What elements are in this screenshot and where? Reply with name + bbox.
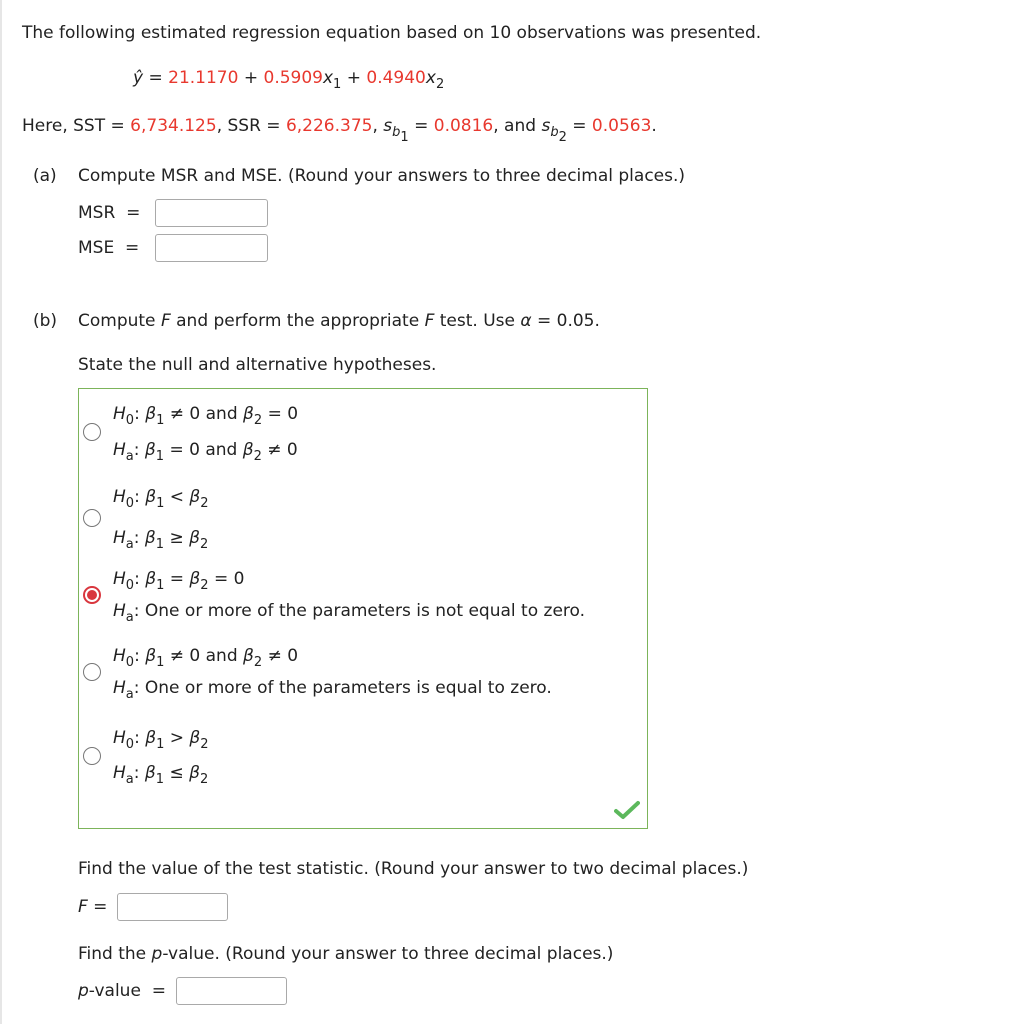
math-token: : bbox=[134, 569, 146, 589]
hypothesis-option-radio-4[interactable] bbox=[83, 663, 101, 681]
f-prompt: Find the value of the test statistic. (Round your answer to two decimal places.) bbox=[78, 859, 749, 879]
math-token: β bbox=[189, 728, 201, 748]
math-token: β bbox=[242, 440, 254, 460]
intro-text: The following estimated regression equation based on 10 observations was presented. bbox=[22, 23, 762, 43]
math-token: β bbox=[144, 440, 156, 460]
math-token: : One or more of the parameters is equal to zero. bbox=[133, 678, 552, 698]
regression-equation: ŷ = $21.1170 + 0.5909x_1 + 0.4940x_2$ bbox=[133, 68, 445, 92]
math-token: 1 bbox=[155, 537, 165, 552]
math-token: a bbox=[125, 610, 134, 625]
f-label: F = bbox=[78, 897, 108, 917]
hypothesis-option-radio-5[interactable] bbox=[83, 747, 101, 765]
math-token: = bbox=[164, 569, 190, 589]
math-token: 1 bbox=[156, 496, 165, 511]
hypothesis-option-radio-3[interactable] bbox=[83, 586, 101, 604]
math-token: β bbox=[189, 569, 201, 589]
math-token: ≥ bbox=[164, 528, 190, 548]
f-input[interactable] bbox=[117, 893, 228, 921]
math-token: H bbox=[113, 678, 126, 698]
math-token: 1 bbox=[155, 449, 165, 464]
math-token: a bbox=[125, 687, 134, 702]
math-token: β bbox=[189, 487, 201, 507]
math-token: 1 bbox=[156, 655, 165, 670]
math-token: 0 bbox=[125, 578, 135, 593]
math-token: β bbox=[145, 404, 157, 424]
math-token: 2 bbox=[200, 578, 209, 593]
alternative-hypothesis-3 bbox=[113, 600, 586, 625]
math-token: ≠ 0 bbox=[261, 440, 298, 460]
hypothesis-option-radio-2[interactable] bbox=[83, 509, 101, 527]
math-token: H bbox=[113, 528, 126, 548]
math-token: 1 bbox=[156, 737, 165, 752]
math-token: a bbox=[125, 449, 134, 464]
math-token: β bbox=[189, 763, 200, 783]
mse-input[interactable] bbox=[155, 234, 268, 262]
math-token: = 0 bbox=[208, 569, 245, 589]
math-token: ≠ 0 and bbox=[164, 646, 244, 666]
math-token: 0 bbox=[125, 413, 135, 428]
math-token: : bbox=[133, 763, 145, 783]
math-token: β bbox=[145, 487, 157, 507]
part-a-prompt: Compute MSR and MSE. (Round your answers to three decimal places.) bbox=[78, 166, 686, 186]
alternative-hypothesis-2 bbox=[113, 527, 209, 552]
math-token: 2 bbox=[253, 449, 262, 464]
math-token: > bbox=[164, 728, 190, 748]
math-token: 2 bbox=[253, 413, 263, 428]
math-token: β bbox=[145, 646, 157, 666]
alternative-hypothesis-5 bbox=[113, 762, 209, 787]
math-token: 2 bbox=[199, 772, 209, 787]
null-hypothesis-1 bbox=[113, 403, 299, 428]
math-token: : bbox=[134, 404, 146, 424]
math-token: β bbox=[243, 646, 254, 666]
math-token: β bbox=[145, 728, 157, 748]
checkmark-icon bbox=[614, 800, 640, 820]
given-values: Here, SST = 6,734.125, SSR = 6,226.375, $s_{b_1} = 0.0816$, and $s_{b_2} = 0.0563$. bbox=[22, 116, 657, 145]
p-value-input[interactable] bbox=[176, 977, 287, 1005]
math-token: 2 bbox=[199, 537, 209, 552]
math-token: H bbox=[113, 404, 126, 424]
math-token: = 0 and bbox=[164, 440, 243, 460]
math-token: a bbox=[125, 772, 134, 787]
math-token: : bbox=[134, 728, 146, 748]
math-token: a bbox=[125, 537, 134, 552]
msr-label: MSR = bbox=[78, 203, 141, 223]
math-token: ≠ 0 bbox=[262, 646, 299, 666]
math-token: β bbox=[243, 404, 254, 424]
alternative-hypothesis-4 bbox=[113, 677, 552, 702]
math-token: β bbox=[144, 528, 156, 548]
math-token: 2 bbox=[253, 655, 263, 670]
math-token: β bbox=[144, 763, 156, 783]
math-token: 0 bbox=[125, 655, 135, 670]
math-token: H bbox=[113, 601, 126, 621]
left-border bbox=[0, 0, 2, 1024]
math-token: H bbox=[113, 440, 126, 460]
math-token: : bbox=[134, 646, 146, 666]
math-token: 2 bbox=[200, 496, 209, 511]
msr-input[interactable] bbox=[155, 199, 268, 227]
alternative-hypothesis-1 bbox=[113, 439, 298, 464]
math-token: H bbox=[113, 728, 126, 748]
math-token: β bbox=[189, 528, 200, 548]
math-token: 2 bbox=[200, 737, 209, 752]
math-token: : bbox=[133, 440, 145, 460]
math-token: : bbox=[133, 528, 145, 548]
math-token: 1 bbox=[156, 578, 165, 593]
math-token: : bbox=[134, 487, 146, 507]
mse-label: MSE = bbox=[78, 238, 140, 258]
null-hypothesis-4 bbox=[113, 645, 299, 670]
p-value-prompt: Find the p-value. (Round your answer to three decimal places.) bbox=[78, 944, 614, 964]
math-token: β bbox=[145, 569, 157, 589]
part-a-label: (a) bbox=[33, 166, 57, 186]
math-token: H bbox=[113, 569, 126, 589]
math-token: 0 bbox=[125, 496, 135, 511]
math-token: ≤ bbox=[164, 763, 190, 783]
p-value-label: p-value = bbox=[78, 981, 166, 1001]
math-token: H bbox=[113, 487, 126, 507]
hypotheses-prompt: State the null and alternative hypotheses. bbox=[78, 355, 437, 375]
math-token: 1 bbox=[155, 772, 165, 787]
null-hypothesis-5 bbox=[113, 727, 209, 752]
null-hypothesis-2 bbox=[113, 486, 209, 511]
math-token: 0 bbox=[125, 737, 135, 752]
math-token: H bbox=[113, 646, 126, 666]
math-token: : One or more of the parameters is not equal to zero. bbox=[133, 601, 586, 621]
math-token: < bbox=[164, 487, 190, 507]
math-token: ≠ 0 and bbox=[164, 404, 244, 424]
part-b-prompt: Compute F and perform the appropriate F test. Use α = 0.05. bbox=[78, 311, 600, 331]
math-token: 1 bbox=[156, 413, 165, 428]
math-token: H bbox=[113, 763, 126, 783]
hypothesis-option-radio-1[interactable] bbox=[83, 423, 101, 441]
part-b-label: (b) bbox=[33, 311, 58, 331]
math-token: = 0 bbox=[262, 404, 299, 424]
null-hypothesis-3 bbox=[113, 568, 245, 593]
